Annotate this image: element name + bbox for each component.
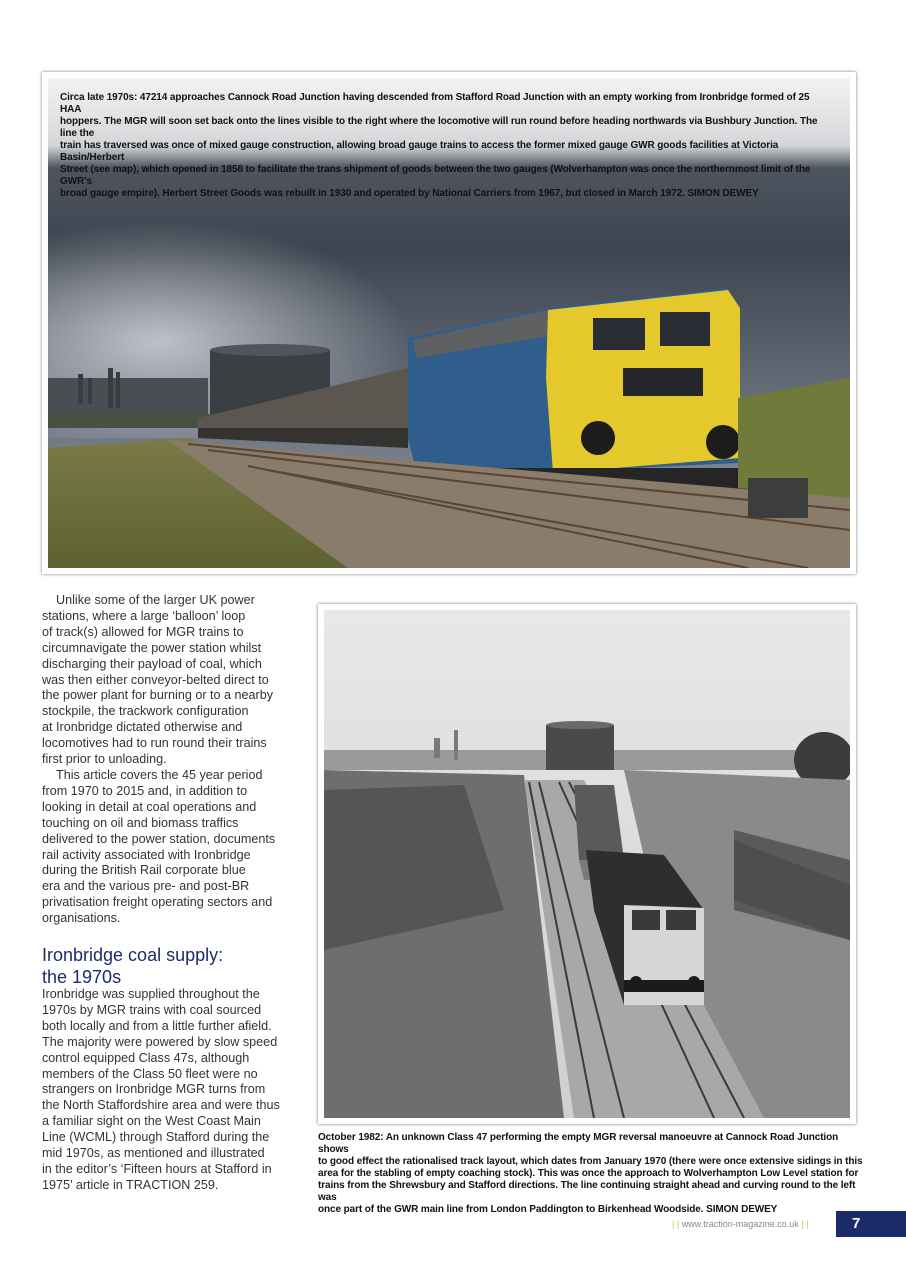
caption-line: broad gauge empire). Herbert Street Goods was rebuilt in 1930 and operated by National Carriers from 1967, but closed in March 1972. SIMON DEWEY — [60, 188, 759, 199]
caption-line: Circa late 1970s: 47214 approaches Cannock Road Junction having descended from Stafford Road Junction with an empty working from Ironbridge formed of 25 HAA — [60, 92, 810, 115]
text-line: locomotives had to run round their trains — [42, 736, 267, 751]
divider-icon: | | — [672, 1219, 682, 1229]
text-line: Line (WCML) through Stafford during the — [42, 1130, 270, 1145]
text-line: Unlike some of the larger UK power — [56, 593, 255, 607]
junction-mgr-train-photo — [324, 610, 850, 1118]
text-line: both locally and from a little further afield. — [42, 1018, 272, 1033]
text-line: era and the various pre- and post-BR — [42, 879, 250, 894]
bottom-photo — [324, 610, 850, 1118]
text-line: discharging their payload of coal, which — [42, 656, 262, 671]
text-line: in the editor’s ‘Fifteen hours at Stafford in — [42, 1161, 272, 1176]
caption-line: Street (see map), which opened in 1858 to facilitate the trans shipment of goods between the two gauges (Wolverhampton was once the northernmost limit of the GWR’s — [60, 164, 811, 187]
caption-line: once part of the GWR main line from London Paddington to Birkenhead Woodside. SIMON DEWEY — [318, 1204, 778, 1215]
caption-line: October 1982: An unknown Class 47 performing the empty MGR reversal manoeuvre at Cannock Road Junction shows — [318, 1132, 839, 1155]
text-line: privatisation freight operating sectors and — [42, 895, 273, 910]
caption-line: hoppers. The MGR will soon set back onto the lines visible to the right where the locomotive will run round before heading northwards via Bushbury Junction. The line the — [60, 116, 818, 139]
text-line: stations, where a large ‘balloon’ loop — [42, 608, 246, 623]
article-section-text — [42, 987, 304, 1194]
caption-line: trains from the Shrewsbury and Stafford directions. The line continuing straight ahead and curving round to the left was — [318, 1180, 856, 1203]
text-line: This article covers the 45 year period — [56, 767, 263, 782]
caption-line: to good effect the rationalised track layout, which dates from January 1970 (there were once extensive sidings in this — [318, 1156, 863, 1167]
top-photo-caption — [60, 92, 830, 200]
caption-line: area for the stabling of empty coaching stock). This was once the approach to Wolverhampton Low Level station for — [318, 1168, 859, 1179]
website-link[interactable]: www.traction-magazine.co.uk — [681, 1219, 799, 1229]
text-line: from 1970 to 2015 and, in addition to — [42, 783, 248, 798]
text-line: of track(s) allowed for MGR trains to — [42, 624, 244, 639]
text-line: strangers on Ironbridge MGR turns from — [42, 1082, 266, 1097]
text-line: circumnavigate the power station whilst — [42, 640, 262, 655]
text-line: The majority were powered by slow speed — [42, 1034, 278, 1049]
text-line: during the British Rail corporate blue — [42, 863, 246, 878]
page-number: 7 — [836, 1211, 906, 1237]
caption-line: train has traversed was once of mixed gauge construction, allowing broad gauge trains to access the former mixed gauge GWR goods facilities at Victoria Basin/Herbert — [60, 140, 779, 163]
text-line: mid 1970s, as mentioned and illustrated — [42, 1146, 265, 1161]
heading-line: the 1970s — [42, 967, 122, 987]
text-line: was then either conveyor-belted direct to — [42, 672, 269, 687]
bottom-photo-caption — [318, 1132, 863, 1216]
text-line: touching on oil and biomass traffics — [42, 815, 239, 830]
heading-line: Ironbridge coal supply: — [42, 945, 224, 965]
text-line: delivered to the power station, documents — [42, 831, 276, 846]
text-line: the power plant for burning or to a nearby — [42, 688, 274, 703]
footer-url[interactable] — [672, 1219, 808, 1229]
text-line: rail activity associated with Ironbridge — [42, 847, 251, 862]
text-line: stockpile, the trackwork configuration — [42, 704, 249, 719]
text-line: 1975’ article in TRACTION 259. — [42, 1177, 219, 1192]
text-line: 1970s by MGR trains with coal sourced — [42, 1002, 262, 1017]
text-line: first prior to unloading. — [42, 752, 167, 767]
text-line: a familiar sight on the West Coast Main — [42, 1114, 261, 1129]
text-line: at Ironbridge dictated otherwise and — [42, 720, 243, 735]
text-line: members of the Class 50 fleet were no — [42, 1066, 258, 1081]
text-line: organisations. — [42, 911, 121, 926]
divider-icon: | | — [798, 1219, 809, 1229]
text-line: looking in detail at coal operations and — [42, 799, 257, 814]
section-heading — [42, 944, 304, 988]
article-intro — [42, 593, 304, 927]
text-line: the North Staffordshire area and were thus — [42, 1098, 280, 1113]
bottom-photo-frame — [318, 604, 856, 1124]
text-line: Ironbridge was supplied throughout the — [42, 987, 260, 1001]
text-line: control equipped Class 47s, although — [42, 1050, 250, 1065]
